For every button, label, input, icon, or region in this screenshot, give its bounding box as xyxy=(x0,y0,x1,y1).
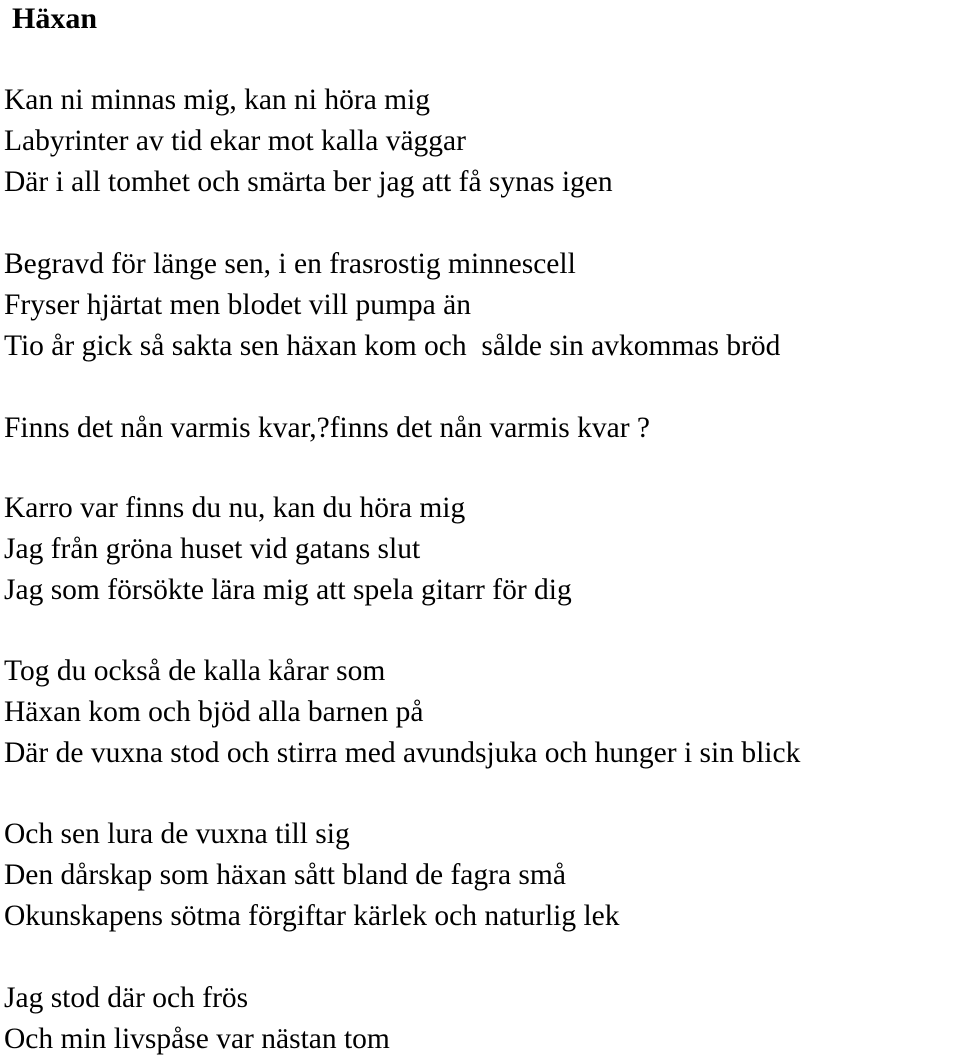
poem-line: Jag från gröna huset vid gatans slut xyxy=(4,533,421,565)
poem-title: Häxan xyxy=(12,2,98,35)
poem-line: Begravd för länge sen, i en frasrostig minnescell xyxy=(4,248,576,280)
poem-line: Där i all tomhet och smärta ber jag att få synas igen xyxy=(4,166,613,198)
poem-line: Fryser hjärtat men blodet vill pumpa än xyxy=(4,289,471,321)
poem-line: Och min livspåse var nästan tom xyxy=(4,1023,390,1055)
poem-line: Labyrinter av tid ekar mot kalla väggar xyxy=(4,125,466,157)
poem-line: Där de vuxna stod och stirra med avundsjuka och hunger i sin blick xyxy=(4,737,801,769)
poem-line: Karro var finns du nu, kan du höra mig xyxy=(4,492,466,524)
poem-line: Finns det nån varmis kvar,?finns det nån varmis kvar ? xyxy=(4,412,651,444)
poem-line: Och sen lura de vuxna till sig xyxy=(4,818,350,850)
poem-line: Jag stod där och frös xyxy=(4,982,249,1014)
poem-line: Häxan kom och bjöd alla barnen på xyxy=(4,696,424,728)
poem-line: Tio år gick så sakta sen häxan kom och sålde sin avkommas bröd xyxy=(4,330,781,362)
poem-line: Tog du också de kalla kårar som xyxy=(4,655,386,687)
poem-line: Jag som försökte lära mig att spela gitarr för dig xyxy=(4,574,572,606)
poem-line: Kan ni minnas mig, kan ni höra mig xyxy=(4,84,431,116)
poem-line: Okunskapens sötma förgiftar kärlek och naturlig lek xyxy=(4,900,620,932)
poem-line: Den dårskap som häxan sått bland de fagra små xyxy=(4,859,566,891)
